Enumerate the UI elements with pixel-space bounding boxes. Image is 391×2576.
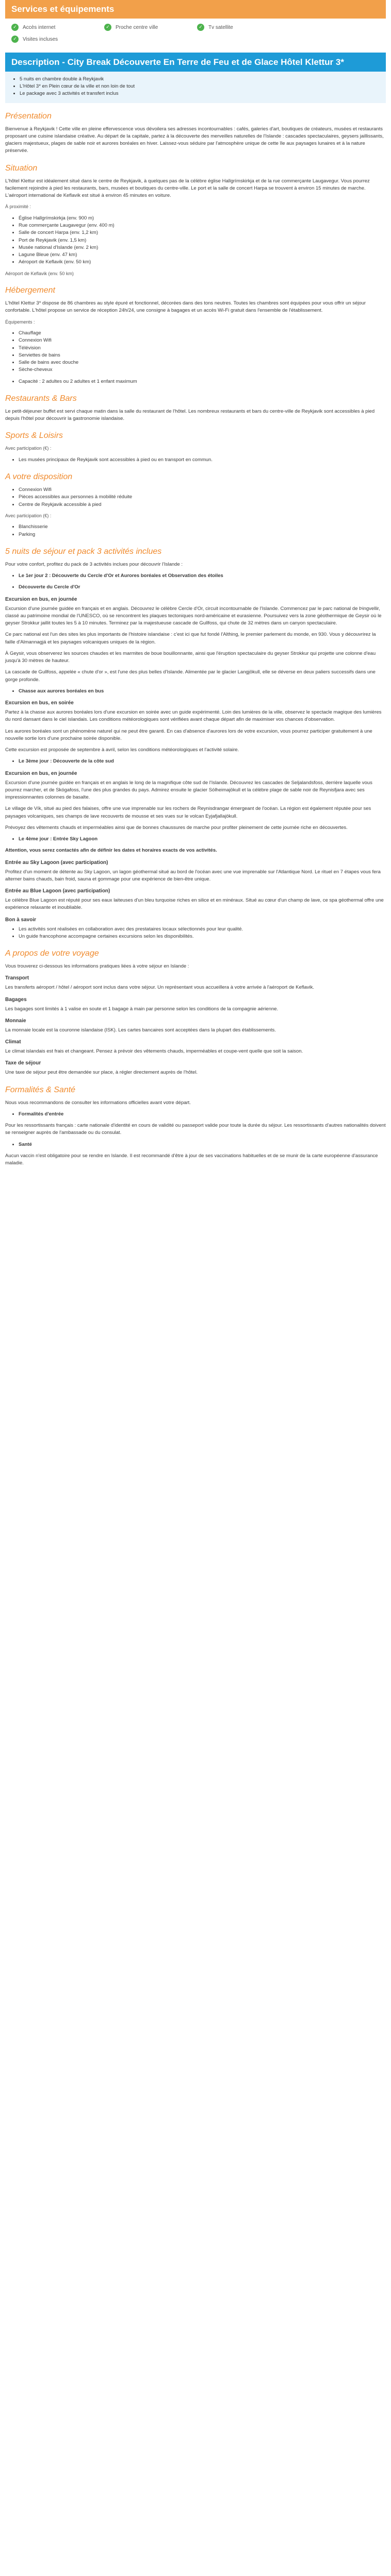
restaurants-heading: Restaurants & Bars — [5, 394, 77, 403]
excursion-text: Les aurores boréales sont un phénomène naturel qui ne peut être garanti. En cas d'absence d'aurores lors de votre excursion, vous pourrez participer gratuitement à une nouvelle sortie lors d'une prochaine soirée disponible. — [5, 728, 372, 741]
service-item — [197, 24, 290, 31]
bonus-item: • Un guide francophone accompagne certaines excursions selon les disponibilités. — [19, 933, 386, 940]
service-label: Accès internet — [23, 24, 56, 30]
paid-item: • Blanchisserie — [19, 523, 386, 531]
situation-text: L'hôtel Klettur est idéalement situé dans le centre de Reykjavik, à quelques pas de la célèbre église Hallgrímskirkja et de la rue commerçante Laugavegur. Vous pourrez facilement rejoindre à pied les restaurants, bars, musées et boutiques du centre-ville. Le port et la salle de concert Harpa se trouvent à environ 15 minutes de marche. L'aéroport international de Keflavik est situé à environ 45 minutes en voiture. — [5, 178, 370, 198]
sports-item: • Les musées principaux de Reykjavik sont accessibles à pied ou en transport en commun. — [19, 456, 386, 464]
equipment-item: • Connexion Wifi — [19, 337, 386, 344]
hero-title: Description - City Break Découverte En Terre de Feu et de Glace Hôtel Klettur 3* — [5, 53, 386, 72]
activity-note: Attention, vous serez contactés afin de définir les dates et horaires exacts de vos activités. — [5, 848, 217, 854]
service-label: Proche centre ville — [116, 24, 158, 30]
distances-title: À proximité : — [5, 204, 31, 210]
presentation-text: Bienvenue à Reykjavik ! Cette ville en pleine effervescence vous dévoilera ses adresses incontournables : cafés, galeries d'art, boutiques de créateurs, musées et restaurants proposant une cuisine islandaise créative. Au départ de la capitale, partez à la découverte des merveilles naturelles de l'Islande : cascades spectaculaires, geysers jaillissants, glaciers majestueux, plages de sable noir et aurores boréales en hiver. Laissez-vous séduire par l'atmosphère unique de cette île aux paysages lunaires et à la nature préservée. — [5, 126, 384, 154]
sky-title: Entrée au Sky Lagoon (avec participation) — [5, 859, 108, 866]
excursion-text: Prévoyez des vêtements chauds et imperméables ainsi que de bonnes chaussures de marche pour profiter pleinement de cette journée riche en découvertes. — [5, 824, 348, 831]
service-item — [11, 24, 104, 31]
excursion-text: Le village de Vík, situé au pied des falaises, offre une vue imprenable sur les rochers de Reynisdrangar émergeant de l'océan. La région est également réputée pour ses paysages volcaniques, ses champs de lave recouverts de mousse et ses vues sur le volcan Eyjafjallajökull. — [5, 806, 371, 819]
apropos-heading: A propos de votre voyage — [5, 949, 99, 958]
formalites-heading: Formalités & Santé — [5, 1085, 76, 1094]
paid-item: • Parking — [19, 531, 386, 538]
wifi-icon: ✓ — [11, 24, 19, 31]
distance-item: • Rue commerçante Laugavegur (env. 400 m) — [19, 222, 386, 229]
excursion-text: Partez à la chasse aux aurores boréales lors d'une excursion en soirée avec un guide expérimenté. Loin des lumières de la ville, observez le spectacle magique des lumières du nord dansant dans le ciel islandais. Les conditions météorologiques sont vérifiées avant chaque départ afin de maximiser vos chances d'observation. — [5, 709, 382, 723]
formalites-intro: Nous vous recommandons de consulter les informations officielles avant votre départ. — [5, 1099, 191, 1106]
currency-title: Monnaie — [5, 1018, 26, 1024]
distances-list — [5, 215, 386, 266]
excursion-text: Cette excursion est proposée de septembre à avril, selon les conditions météorologiques et l'activité solaire. — [5, 747, 239, 753]
services-banner: Services et équipements — [5, 0, 386, 19]
equipments-list — [5, 330, 386, 374]
hero-bullet: • 5 nuits en chambre double à Reykjavik — [20, 76, 379, 83]
distance-item: • Musée national d'Islande (env. 2 km) — [19, 244, 386, 251]
hebergement-text: L'hôtel Klettur 3* dispose de 86 chambres au style épuré et fonctionnel, décorées dans des tons neutres. Toutes les chambres sont équipées pour vous offrir un séjour confortable. L'hôtel propose un service de réception 24h/24, une consigne à bagages et un accès Wi-Fi gratuit dans l'ensemble de l'établissement. — [5, 300, 366, 314]
papers-title: • Formalités d'entrée — [19, 1111, 386, 1118]
blue-title: Entrée au Blue Lagoon (avec participation) — [5, 888, 110, 894]
equipment-item: • Salle de bains avec douche — [19, 359, 386, 366]
sky-text: Profitez d'un moment de détente au Sky Lagoon, un lagon géothermal situé au bord de l'océan avec une vue imprenable sur l'Atlantique Nord. Le rituel en 7 étapes vous fera alterner bains chauds, bain froid, sauna et gommage pour une expérience de bien-être unique. — [5, 869, 381, 882]
papers-list — [5, 1111, 386, 1118]
excursion-text: Ce parc national est l'un des sites les plus importants de l'histoire islandaise : c'est ici que fut fondé l'Althing, le premier parlement du monde, en 930. Vous y découvrirez la faille d'Almannagjá et les paysages volcaniques uniques de la région. — [5, 632, 376, 645]
capacity-note: • Capacité : 2 adultes ou 2 adultes et 1 enfant maximum — [19, 378, 386, 385]
papers-text: Pour les ressortissants français : carte nationale d'identité en cours de validité ou passeport valide pour toute la durée du séjour. Les ressortissants d'autres nationalités doivent se renseigner auprès de l'ambassade ou du consulat. — [5, 1123, 386, 1136]
restaurants-text: Le petit-déjeuner buffet est servi chaque matin dans la salle du restaurant de l'hôtel. Les nombreux restaurants et bars du centre-ville de Reykjavik sont accessibles à pied depuis l'hôtel pour découvrir la gastronomie islandaise. — [5, 408, 375, 421]
excursion-tag: Excursion en bus, en soirée — [5, 700, 74, 706]
subsection-title: • Découverte du Cercle d'Or — [19, 584, 386, 591]
excursion-text: Excursion d'une journée guidée en français et en anglais. Découvrez le célèbre Cercle d'Or, circuit incontournable de l'Islande. Commencez par le parc national de Þingvellir, classé au patrimoine mondial de l'UNESCO, où se rencontrent les plaques tectoniques nord-américaine et eurasienne. Poursuivez vers la zone géothermique de Geysir où le geyser Strokkur jaillit toutes les 5 à 10 minutes. Terminez par la majestueuse cascade de Gullfoss, qui chute de 32 mètres dans un canyon spectaculaire. — [5, 605, 382, 626]
day1-title: • Le 1er jour 2 : Découverte du Cercle d'Or et Aurores boréales et Observation des étoiles — [19, 572, 386, 580]
services-list — [5, 24, 386, 48]
health-text: Aucun vaccin n'est obligatoire pour se rendre en Islande. Il est recommandé d'être à jour de ses vaccinations habituelles et de se munir de la carte européenne d'assurance maladie. — [5, 1153, 378, 1166]
hebergement-heading: Hébergement — [5, 286, 55, 295]
situation-heading: Situation — [5, 163, 38, 173]
disposition-item: • Pièces accessibles aux personnes à mobilité réduite — [19, 494, 386, 501]
equipment-item: • Sèche-cheveux — [19, 366, 386, 374]
distance-item: • Lagune Bleue (env. 47 km) — [19, 251, 386, 259]
day4-list — [5, 836, 386, 843]
apropos-intro: Vous trouverez ci-dessous les informations pratiques liées à votre séjour en Islande : — [5, 963, 189, 969]
presentation-heading: Présentation — [5, 111, 52, 121]
sub2-list — [5, 688, 386, 695]
distance-item: • Église Hallgrímskirkja (env. 900 m) — [19, 215, 386, 222]
distance-item: • Port de Reykjavik (env. 1,5 km) — [19, 237, 386, 244]
equipment-item: • Télévision — [19, 345, 386, 352]
hero-bullet: • Le package avec 3 activités et transfert inclus — [20, 90, 379, 97]
service-label: Visites incluses — [23, 36, 58, 42]
tax-title: Taxe de séjour — [5, 1060, 41, 1066]
disposition-item: • Connexion Wifi — [19, 486, 386, 494]
excursion-text: Excursion d'une journée guidée en français et en anglais le long de la magnifique côte sud de l'Islande. Découvrez les cascades de Seljalandsfoss, derrière laquelle vous pourrez marcher, et de Skógafoss, l'une des plus grandes du pays. Admirez ensuite le glacier Sólheimajökull et la célèbre plage de sable noir de Reynisfjara avec ses impressionnantes colonnes de basalte. — [5, 779, 372, 800]
airport-distance: Aéroport de Keflavik (env. 50 km) — [5, 270, 74, 276]
distance-item: • Salle de concert Harpa (env. 1,2 km) — [19, 229, 386, 236]
excursion-text: La cascade de Gullfoss, appelée « chute d'or », est l'une des plus belles d'Islande. Alimentée par le glacier Langjökull, elle se déverse en deux paliers successifs dans une gorge profonde. — [5, 669, 376, 683]
day4-title: • Le 4ème jour : Entrée Sky Lagoon — [19, 836, 386, 843]
sports-participation: Avec participation (€) : — [5, 446, 52, 451]
transport-text: Les transferts aéroport / hôtel / aéroport sont inclus dans votre séjour. Un représentant vous accueillera à votre arrivée à l'aéroport de Keflavik. — [5, 985, 315, 991]
day1-list — [5, 572, 386, 580]
blue-text: Le célèbre Blue Lagoon est réputé pour ses eaux laiteuses d'un bleu turquoise riches en silice et en minéraux. Situé au cœur d'un champ de lave, ce spa géothermal offre une expérience relaxante et inoubliable. — [5, 897, 384, 911]
excursion-text: À Geysir, vous observerez les sources chaudes et les marmites de boue bouillonnante, ainsi que l'éruption spectaculaire du geyser Strokkur qui projette une colonne d'eau jusqu'à 30 mètres de hauteur. — [5, 650, 376, 664]
nuits-heading: 5 nuits de séjour et pack 3 activités inclues — [5, 547, 162, 556]
page — [0, 0, 391, 1167]
disposition-heading: A votre disposition — [5, 472, 73, 481]
hero-bullet: • L'Hôtel 3* en Plein cœur de la ville et non loin de tout — [20, 83, 379, 90]
climate-text: Le climat islandais est frais et changeant. Pensez à prévoir des vêtements chauds, imperméables et coupe-vent quelle que soit la saison. — [5, 1048, 303, 1054]
hero-highlights — [5, 72, 386, 103]
disposition-paid-list — [5, 523, 386, 538]
ticket-icon: ✓ — [11, 36, 19, 43]
city-icon: ✓ — [104, 24, 111, 31]
bonus-item: • Les activités sont réalisées en collaboration avec des prestataires locaux sélectionnés pour leur qualité. — [19, 926, 386, 933]
equipment-item: • Serviettes de bains — [19, 352, 386, 359]
sub1-list — [5, 584, 386, 591]
sports-heading: Sports & Loisirs — [5, 431, 63, 440]
excursion-tag: Excursion en bus, en journée — [5, 596, 77, 602]
health-list — [5, 1141, 386, 1148]
service-item — [11, 36, 104, 43]
disposition-list — [5, 486, 386, 509]
excursion-tag: Excursion en bus, en journée — [5, 770, 77, 776]
baggage-text: Les bagages sont limités à 1 valise en soute et 1 bagage à main par personne selon les conditions de la compagnie aérienne. — [5, 1006, 279, 1012]
tax-text: Une taxe de séjour peut être demandée sur place, à régler directement auprès de l'hôtel. — [5, 1070, 198, 1076]
disposition-participation: Avec participation (€) : — [5, 513, 52, 518]
baggage-title: Bagages — [5, 996, 27, 1003]
equipment-item: • Chauffage — [19, 330, 386, 337]
nuits-intro: Pour votre confort, profitez du pack de 3 activités inclues pour découvrir l'Islande : — [5, 561, 183, 567]
currency-text: La monnaie locale est la couronne islandaise (ISK). Les cartes bancaires sont acceptées dans la plupart des établissements. — [5, 1027, 276, 1033]
capacity-list — [5, 378, 386, 385]
disposition-item: • Centre de Reykjavik accessible à pied — [19, 501, 386, 509]
distance-item: • Aéroport de Keflavik (env. 50 km) — [19, 259, 386, 266]
day2-title: • Le 3ème jour : Découverte de la côte sud — [19, 758, 386, 765]
transport-title: Transport — [5, 975, 29, 981]
service-item — [104, 24, 197, 31]
tv-icon: ✓ — [197, 24, 204, 31]
climate-title: Climat — [5, 1039, 21, 1045]
subsection-title: • Chasse aux aurores boréales en bus — [19, 688, 386, 695]
bonus-title: Bon à savoir — [5, 917, 37, 923]
bonus-list — [5, 926, 386, 941]
service-label: Tv satellite — [208, 24, 233, 30]
sports-list — [5, 456, 386, 464]
day2-list — [5, 758, 386, 765]
health-title: • Santé — [19, 1141, 386, 1148]
equipments-title: Équipements : — [5, 319, 35, 325]
